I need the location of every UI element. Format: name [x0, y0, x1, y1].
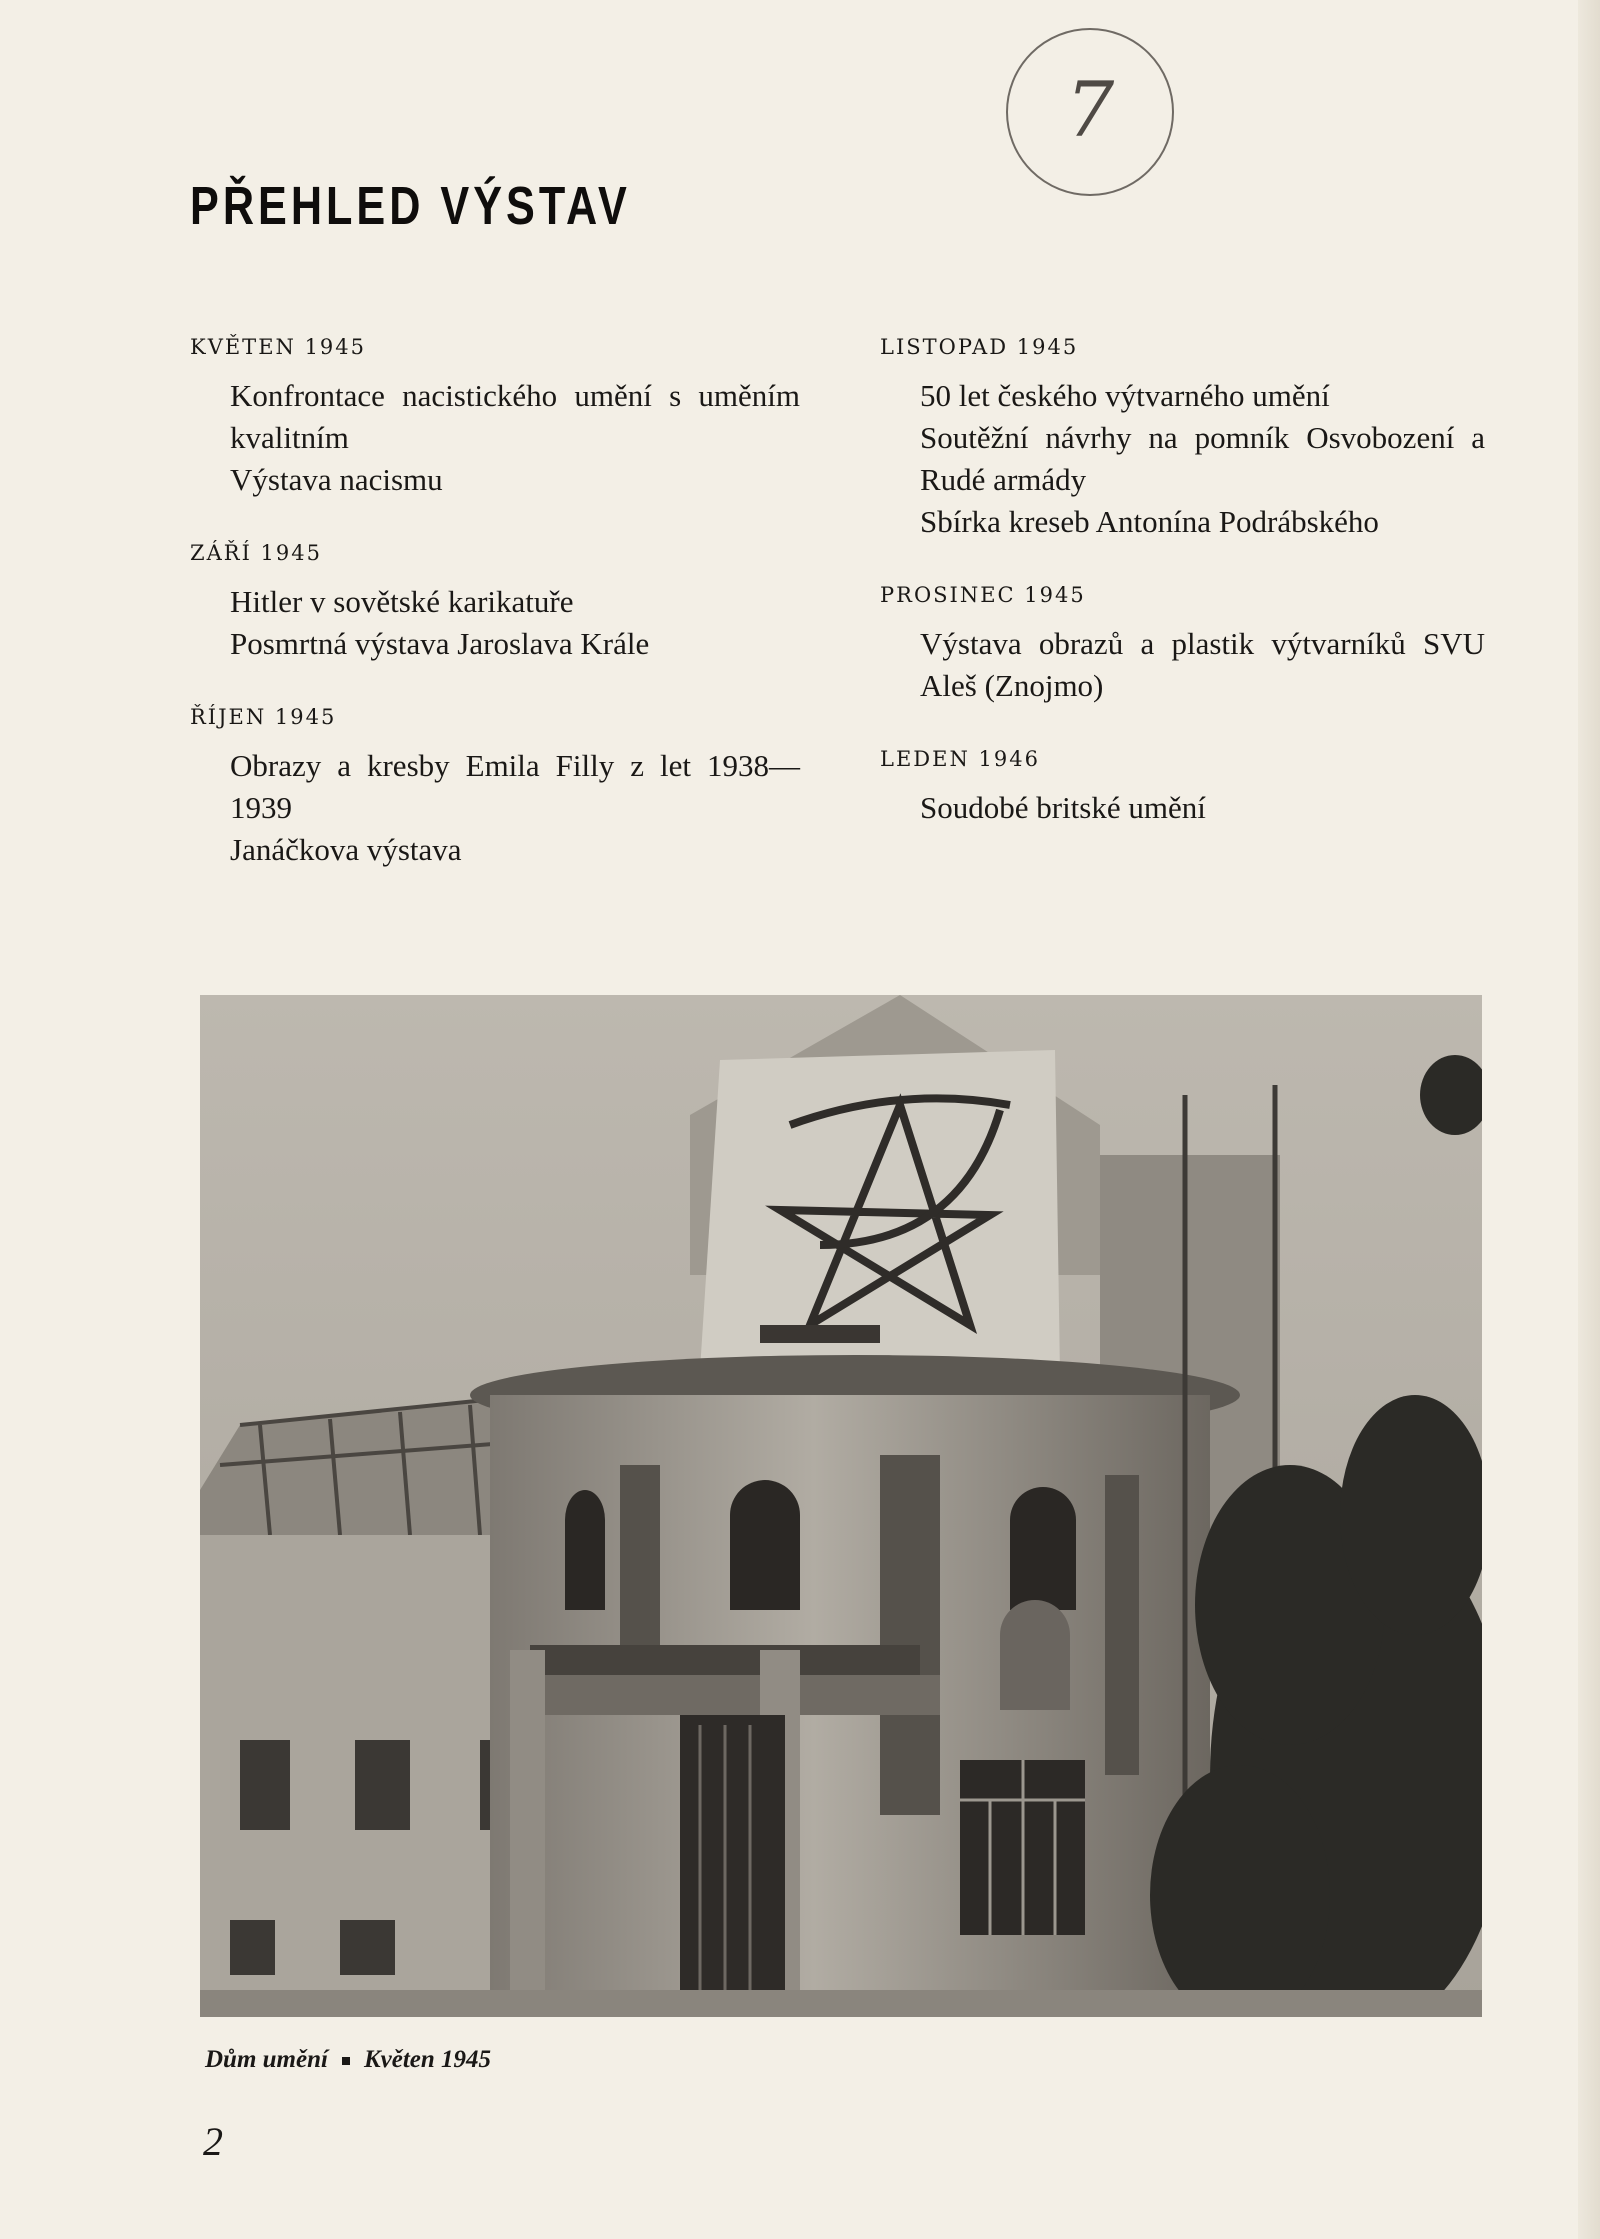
exhibition-entry: Soudobé britské umění	[920, 790, 1206, 825]
month-heading: LEDEN 1946	[880, 747, 1040, 771]
month-heading: ŘÍJEN 1945	[190, 705, 337, 729]
exhibition-month-group	[190, 541, 800, 665]
caption-place: Dům umění	[205, 2046, 328, 2073]
exhibition-entry: Posmrtná výstava Jaroslava Krále	[230, 626, 650, 661]
exhibition-entry: Obrazy a kresby Emila Filly z let 1938—1939	[230, 748, 800, 825]
page-number: 2	[203, 2119, 223, 2164]
photo-caption	[205, 2046, 491, 2074]
exhibition-entry: Hitler v sovětské karikatuře	[230, 584, 574, 619]
exhibition-month-group	[190, 335, 800, 501]
exhibition-entry: Výstava obrazů a plastik výtvarníků SVU Aleš (Znojmo)	[920, 626, 1485, 703]
handwritten-page-number: 7	[1006, 28, 1174, 196]
month-heading: ZÁŘÍ 1945	[190, 541, 322, 565]
exhibition-entry: Soutěžní návrhy na pomník Osvobození a Rudé armády	[920, 420, 1485, 497]
month-heading: PROSINEC 1945	[880, 583, 1086, 607]
exhibition-entry: Konfrontace nacistického umění s uměním kvalitním	[230, 378, 800, 455]
exhibition-month-group	[190, 705, 800, 871]
caption-separator-square	[342, 2057, 350, 2065]
exhibitions-right-column	[880, 335, 1485, 869]
month-heading: KVĚTEN 1945	[190, 335, 367, 359]
exhibition-month-group	[880, 335, 1485, 543]
exhibition-entry: 50 let českého výtvarného umění	[920, 378, 1330, 413]
exhibition-entry: Janáčkova výstava	[230, 832, 462, 867]
exhibition-month-group	[880, 583, 1485, 707]
building-photograph	[200, 995, 1482, 2017]
exhibition-month-group	[880, 747, 1485, 829]
page-title: PŘEHLED VÝSTAV	[190, 176, 631, 236]
caption-date: Květen 1945	[363, 2046, 492, 2073]
exhibitions-left-column	[190, 335, 800, 911]
exhibition-entry: Sbírka kreseb Antonína Podrábského	[920, 504, 1379, 539]
page-edge	[1578, 0, 1600, 2239]
exhibition-entry: Výstava nacismu	[230, 462, 443, 497]
month-heading: LISTOPAD 1945	[880, 335, 1079, 359]
